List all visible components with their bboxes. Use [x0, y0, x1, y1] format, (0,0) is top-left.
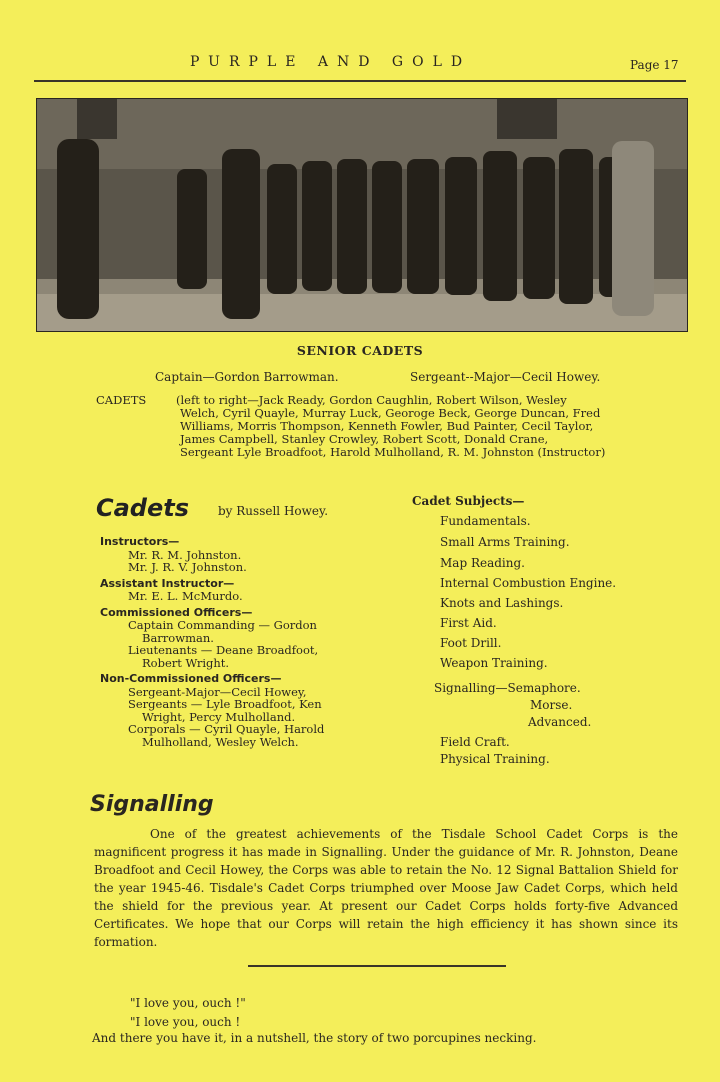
- cadets-line: (left to right—Jack Ready, Gordon Caughlin, Robert Wilson, Wesley: [176, 393, 567, 407]
- cadets-organization: [100, 532, 400, 748]
- instructor-name: Mr. R. M. Johnston.: [128, 547, 242, 562]
- subject-item: Foot Drill.: [440, 636, 502, 650]
- cadets-heading: Cadets: [96, 494, 190, 522]
- subject-item: Field Craft.: [440, 735, 510, 749]
- sergeant-major-line: Sergeant--Major—Cecil Howey.: [410, 370, 601, 384]
- subject-item: Fundamentals.: [440, 514, 531, 528]
- joke-line-1: "I love you, ouch !": [130, 996, 246, 1010]
- cadets-line: James Campbell, Stanley Crowley, Robert Scott, Donald Crane,: [180, 432, 549, 446]
- subjects-heading: Cadet Subjects—: [412, 494, 525, 508]
- nco-line: Corporals — Cyril Quayle, Harold: [128, 722, 325, 736]
- subject-item: First Aid.: [440, 616, 497, 630]
- subject-morse: Morse.: [530, 698, 573, 712]
- officer-line: Barrowman.: [142, 630, 214, 645]
- officer-line: Robert Wright.: [142, 655, 230, 670]
- nco-line: Sergeants — Lyle Broadfoot, Ken: [128, 697, 322, 711]
- non-commissioned-heading: Non-Commissioned Officers—: [100, 672, 282, 685]
- signalling-paragraph: One of the greatest achievements of the Tisdale School Cadet Corps is the magnificent progress it has made in Signalling. Under the guidance of Mr. R. Johnston, Deane Broadfoot and Cecil Howey, the Corps was able to retain the No. 12 Signal Battalion Shield for the year 1945-46. Tisdale's Cadet Corps triumphed over Moose Jaw Cadet Corps, which held the shield for the previous year. At present our Cadet Corps holds forty-five Advanced Certificates. We hope that our Corps will retain the high efficiency it has shown since its formation.: [94, 827, 678, 949]
- subject-item: Physical Training.: [440, 752, 550, 766]
- subject-item: Knots and Lashings.: [440, 596, 564, 610]
- subject-signalling: Signalling—Semaphore.: [434, 681, 581, 695]
- assistant-instructor-heading: Assistant Instructor—: [100, 576, 235, 590]
- byline: by Russell Howey.: [218, 504, 329, 518]
- officer-line: Lieutenants — Deane Broadfoot,: [128, 643, 319, 657]
- nco-line: Wright, Percy Mulholland.: [142, 709, 296, 724]
- cadets-line: Williams, Morris Thompson, Kenneth Fowler, Bud Painter, Cecil Taylor,: [180, 419, 594, 433]
- officer-line: Captain Commanding — Gordon: [128, 618, 317, 632]
- subject-item: Weapon Training.: [440, 656, 548, 670]
- photo-caption-title: SENIOR CADETS: [296, 343, 424, 358]
- instructor-name: Mr. J. R. V. Johnston.: [128, 560, 247, 574]
- header-divider: [34, 80, 686, 82]
- subject-advanced: Advanced.: [528, 715, 592, 729]
- cadets-list: [96, 394, 684, 459]
- nco-line: Mulholland, Wesley Welch.: [142, 734, 299, 749]
- cadets-label: CADETS: [96, 393, 147, 407]
- section-divider: [248, 965, 506, 967]
- subject-item: Internal Combustion Engine.: [440, 576, 617, 590]
- signalling-heading: Signalling: [90, 792, 214, 817]
- page-header-title: PURPLE AND GOLD: [190, 54, 472, 70]
- nco-line: Sergeant-Major—Cecil Howey,: [128, 684, 307, 699]
- page-number: Page 17: [630, 58, 679, 72]
- captain-line: Captain—Gordon Barrowman.: [155, 370, 339, 384]
- subject-item: Map Reading.: [440, 556, 525, 570]
- joke-line-3: And there you have it, in a nutshell, the story of two porcupines necking.: [92, 1031, 537, 1045]
- cadets-line: Welch, Cyril Quayle, Murray Luck, Georoge Beck, George Duncan, Fred: [180, 406, 601, 420]
- cadets-line: Sergeant Lyle Broadfoot, Harold Mulholland, R. M. Johnston (Instructor): [180, 445, 606, 459]
- joke-line-2: "I love you, ouch !: [130, 1015, 241, 1029]
- commissioned-officers-heading: Commissioned Officers—: [100, 605, 253, 619]
- senior-cadets-photo: [36, 98, 688, 332]
- subject-item: Small Arms Training.: [440, 535, 570, 549]
- instructors-heading: Instructors—: [100, 535, 180, 548]
- assistant-instructor-name: Mr. E. L. McMurdo.: [128, 589, 243, 603]
